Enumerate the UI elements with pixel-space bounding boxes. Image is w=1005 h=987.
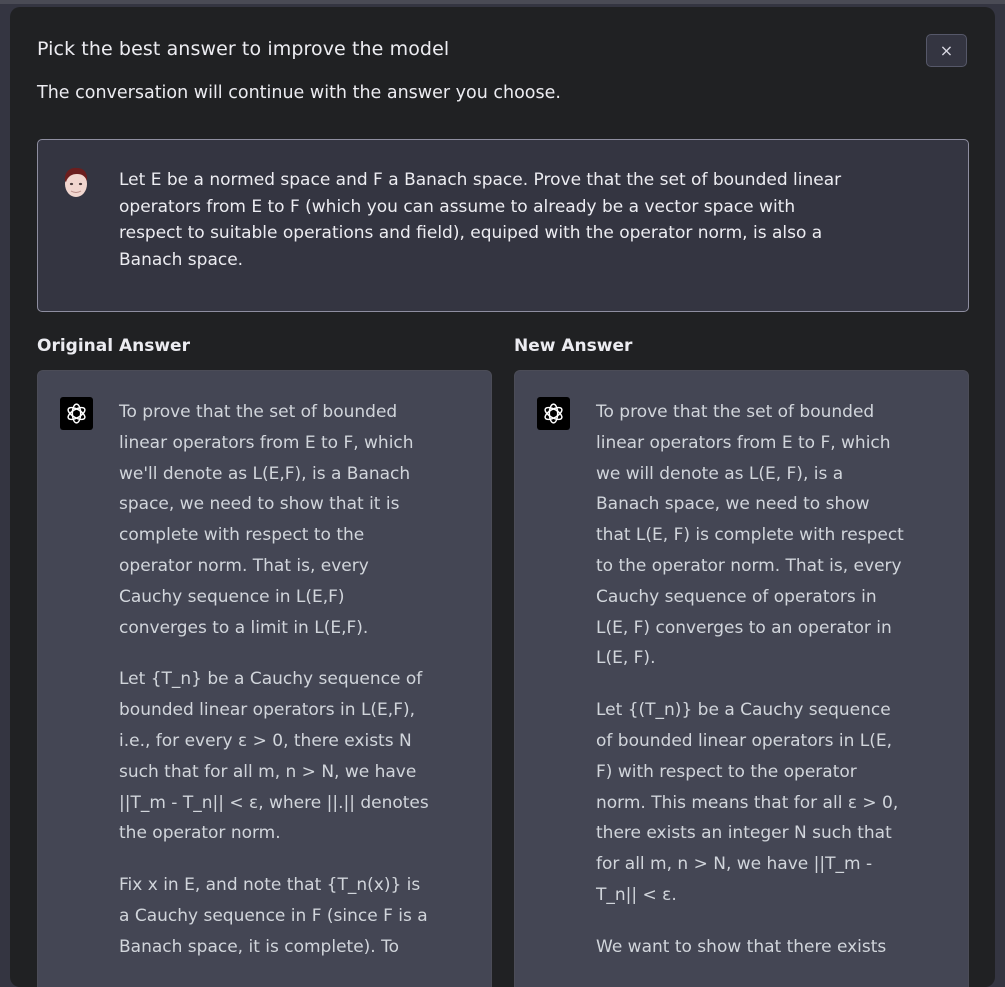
new-answer-heading: New Answer [514, 336, 633, 356]
modal-subtitle: The conversation will continue with the answer you choose. [37, 83, 561, 103]
new-answer-text [596, 397, 908, 984]
answer-comparison-modal [10, 7, 995, 987]
top-bar [0, 0, 1005, 4]
answer-paragraph: To prove that the set of bounded linear operators from E to F, which we will denote as L(E, F), is a Banach space, we need to show that L(E, F) is complete with respect to the operator norm. That is, every Cauchy sequence of operators in L(E, F) converges to an operator in L(E, F). [596, 402, 904, 669]
answer-paragraph: To prove that the set of bounded linear operators from E to F, which we'll denote as L(E,F), is a Banach space, we need to show that it is complete with respect to the operator norm. That is, every Cauchy sequence in L(E,F) converges to a limit in L(E,F). [119, 402, 414, 638]
new-answer-card[interactable] [514, 370, 969, 987]
user-prompt [37, 139, 969, 312]
original-answer-card[interactable] [37, 370, 492, 987]
original-answer-heading: Original Answer [37, 336, 190, 356]
answer-paragraph: Let {T_n} be a Cauchy sequence of bounded linear operators in L(E,F), i.e., for every ε > 0, there exists N such that for all m, n > N, we have ||T_m - T_n|| < ε, where ||.|| denotes the operator norm. [119, 669, 429, 844]
openai-logo-icon [60, 397, 93, 430]
openai-logo-icon [537, 397, 570, 430]
modal-title: Pick the best answer to improve the model [37, 38, 450, 60]
answer-paragraph: We want to show that there exists [596, 936, 887, 957]
answer-paragraph: Fix x in E, and note that {T_n(x)} is a Cauchy sequence in F (since F is a Banach space, it is complete). To [119, 875, 428, 957]
close-button[interactable] [926, 34, 967, 67]
prompt-text: Let E be a normed space and F a Banach space. Prove that the set of bounded linear operators from E to F (which you can assume to already be a vector space with respect to suitable operations and field), equiped with the operator norm, is also a Banach space. [119, 170, 842, 270]
close-icon: × [939, 41, 954, 60]
answer-paragraph: Let {(T_n)} be a Cauchy sequence of bounded linear operators in L(E, F) with respect to the operator norm. This means that for all ε > 0, there exists an integer N such that for all m, n > N, we have ||T_m - T_n|| < ε. [596, 700, 899, 905]
user-avatar-icon [62, 166, 90, 198]
original-answer-text [119, 397, 431, 984]
